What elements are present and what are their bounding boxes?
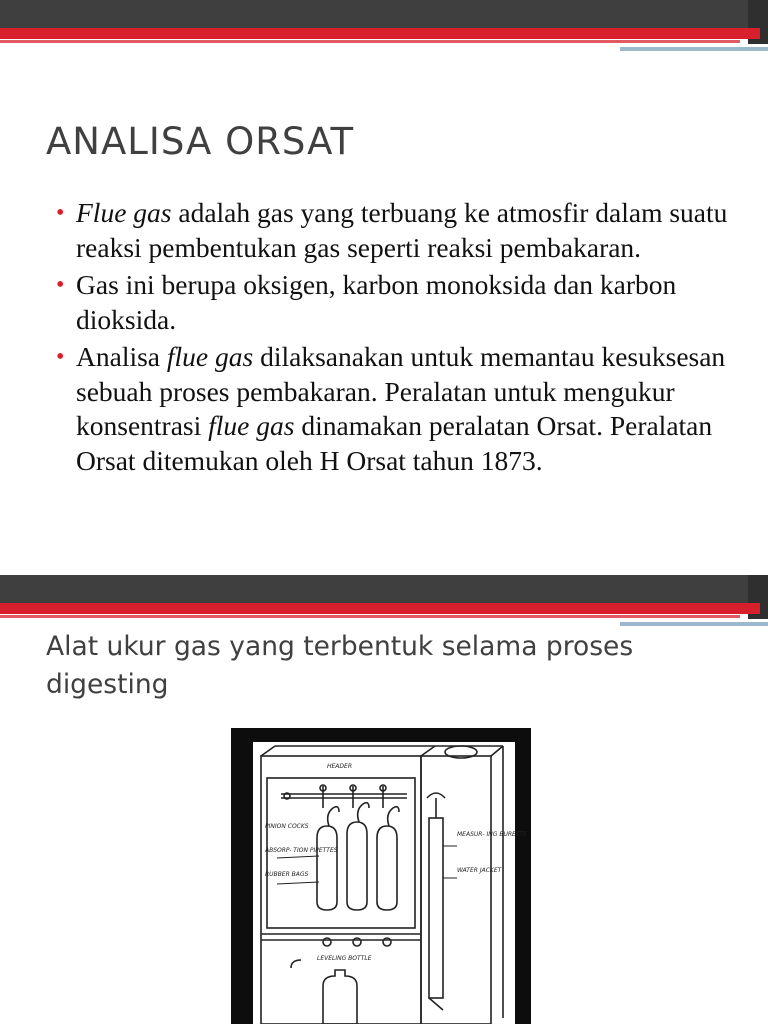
bullet-text: adalah gas yang terbuang ke atmosfir dalam suatu reaksi pembentukan gas seperti reaksi pembakaran. xyxy=(76,197,728,263)
bullet-item xyxy=(56,196,746,265)
bullet-dot: • xyxy=(56,200,65,226)
bullet-text: dilaksanakan untuk memantau kesuksesan sebuah proses pembakaran. Peralatan untuk mengukur konsentrasi xyxy=(76,341,726,441)
header-bar-blue xyxy=(620,47,768,51)
slide-title: ANALISA ORSAT xyxy=(46,120,355,163)
label-leveling-bottle: LEVELING BOTTLE xyxy=(317,955,372,962)
label-pinion-cocks: PINION COCKS xyxy=(265,823,309,830)
header-bar-red xyxy=(0,28,760,39)
label-rubber-bags: RUBBER BAGS xyxy=(265,871,309,878)
bullet-text-italic: flue gas xyxy=(166,341,254,372)
bullet-list xyxy=(56,196,746,481)
header-bar-dark xyxy=(0,575,768,603)
bullet-dot: • xyxy=(56,272,65,298)
label-water-jacket: WATER JACKET xyxy=(457,867,502,874)
header-bar-blue xyxy=(620,622,768,626)
header-bar-red-thin xyxy=(0,40,740,43)
header-bar-red-thin xyxy=(0,615,740,618)
bullet-text: Analisa xyxy=(76,341,167,372)
slide-alat-ukur xyxy=(0,575,768,1024)
header-bar-dark xyxy=(0,0,768,28)
label-header: HEADER xyxy=(327,763,352,770)
header-bar-red xyxy=(0,603,760,614)
orsat-apparatus-figure xyxy=(231,728,531,1024)
bullet-text-italic: Flue gas xyxy=(76,197,172,228)
bullet-text-italic: flue gas xyxy=(208,410,295,441)
label-absorption-pipettes: ABSORP- TION PIPETTES xyxy=(265,847,338,854)
label-measuring-burette: MEASUR- ING BURETTE xyxy=(457,831,527,838)
bullet-text: Gas ini berupa oksigen, karbon monoksida dan karbon dioksida. xyxy=(76,269,677,335)
bullet-item xyxy=(56,268,746,337)
bullet-dot: • xyxy=(56,344,65,370)
bullet-text: dinamakan peralatan Orsat. Peralatan Orsat ditemukan oleh H Orsat tahun 1873. xyxy=(76,410,713,476)
orsat-apparatus-drawing xyxy=(231,728,531,1024)
bullet-item xyxy=(56,340,746,478)
slide-subtitle: Alat ukur gas yang terbentuk selama proses digesting xyxy=(46,631,634,700)
